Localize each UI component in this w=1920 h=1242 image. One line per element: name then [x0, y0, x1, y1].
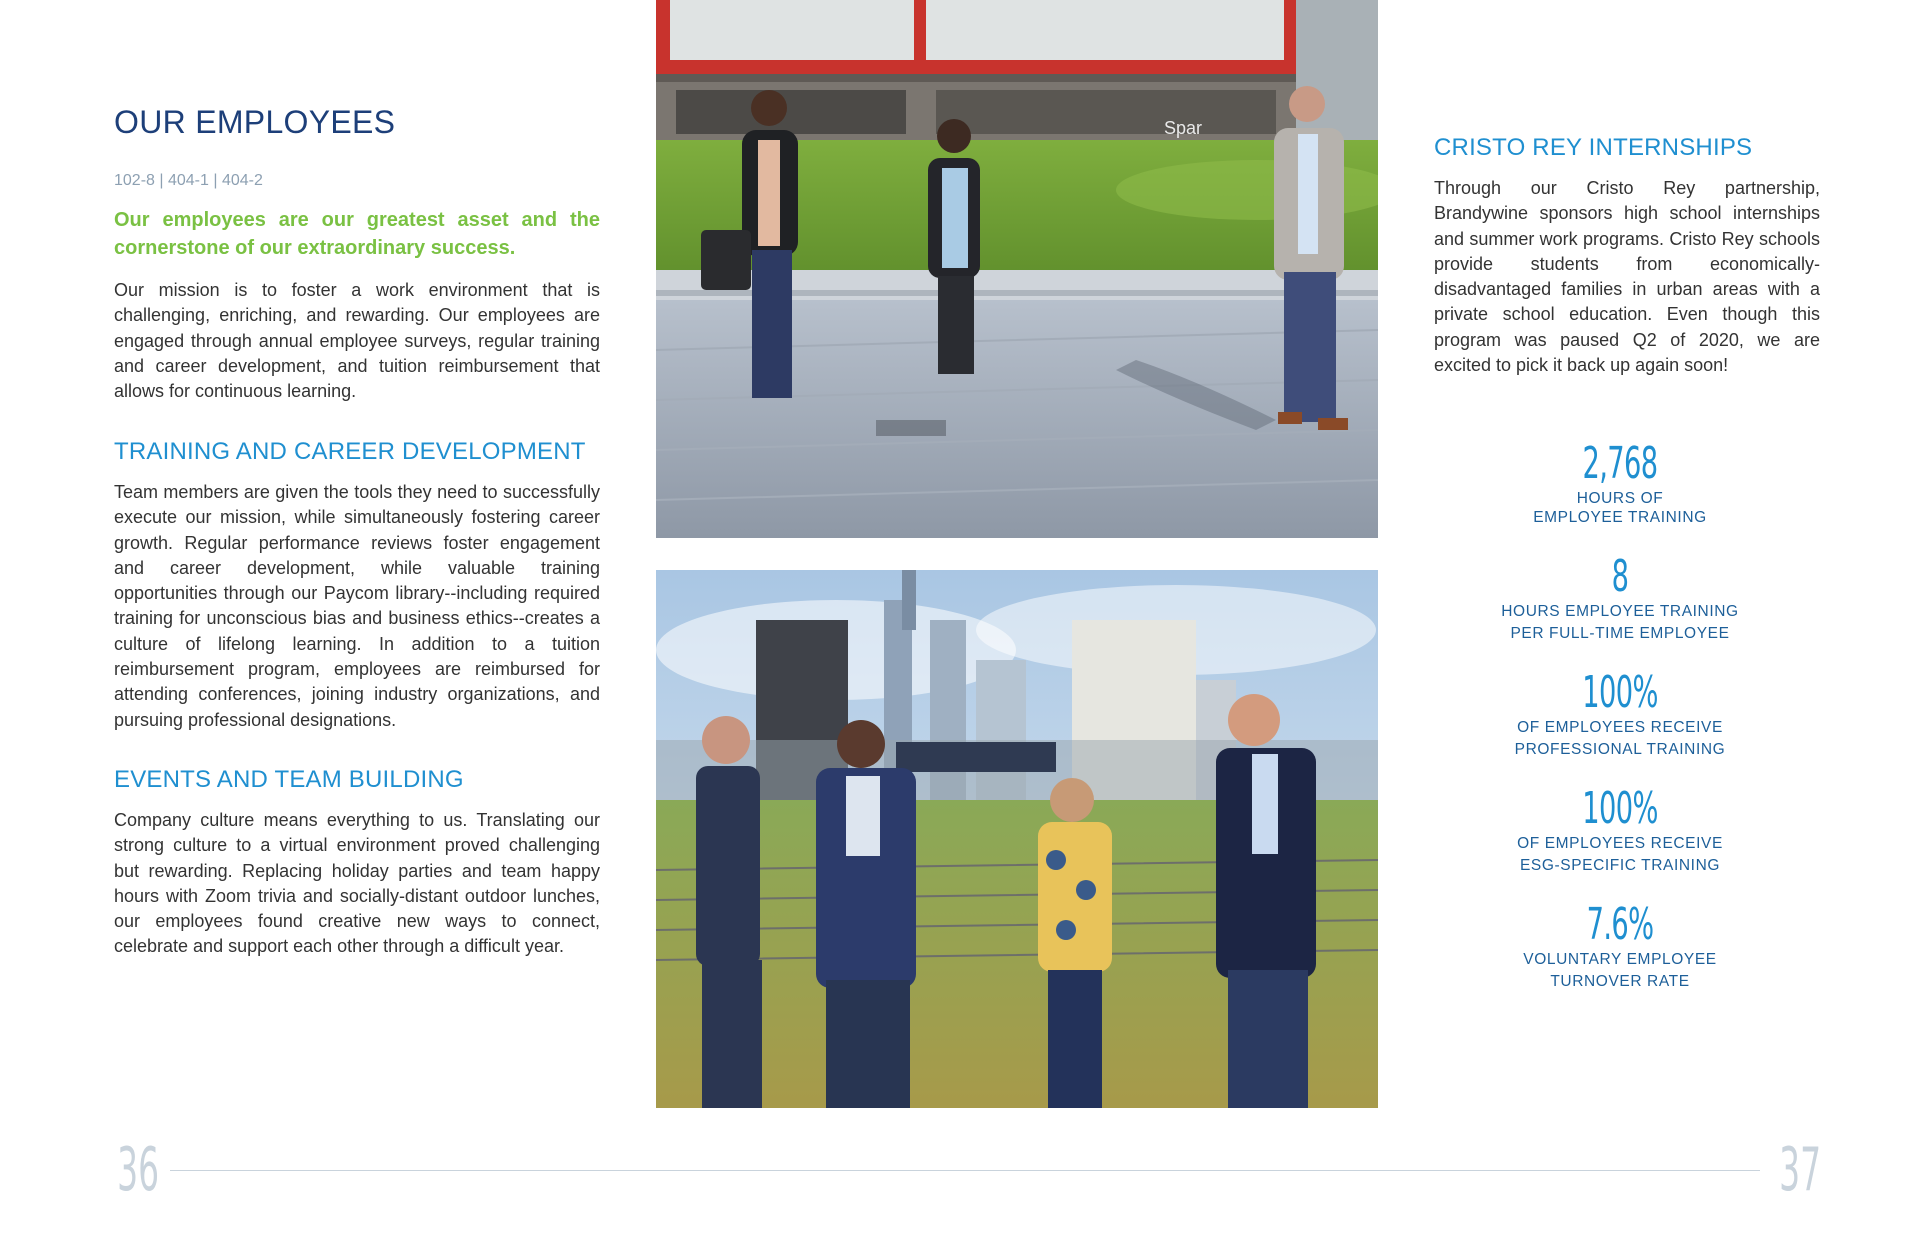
stat-label-line1: HOURS OF [1576, 490, 1664, 507]
stat-hours-per-employee [1470, 553, 1770, 645]
stat-value: 2,768 [1582, 438, 1658, 489]
page-number-left: 36 [117, 1135, 160, 1205]
lead-statement: Our employees are our greatest asset and the cornerstone of our extraordinary success. [114, 209, 600, 259]
stat-value: 8 [1611, 551, 1629, 602]
cristo-rey-heading: CRISTO REY INTERNSHIPS [1434, 134, 1753, 161]
page-title: OUR EMPLOYEES [114, 104, 396, 140]
stat-label-line1: OF EMPLOYEES RECEIVE [1517, 719, 1723, 736]
stat-turnover-rate [1470, 901, 1770, 993]
stat-label-line2: EMPLOYEE TRAINING [1533, 509, 1707, 526]
stat-professional-training [1470, 669, 1770, 761]
stat-training-hours [1470, 440, 1770, 529]
stat-value: 100% [1582, 667, 1658, 718]
cristo-rey-paragraph: Through our Cristo Rey partnership, Brandywine sponsors high school internships and summer work programs. Cristo Rey schools provide students from economically-disadvantaged families in urban areas with a private school education. Even though this program was paused Q2 of 2020, we are excited to pick it back up again soon! [1434, 178, 1820, 376]
training-heading: TRAINING AND CAREER DEVELOPMENT [114, 438, 586, 465]
stat-label-line2: ESG-SPECIFIC TRAINING [1519, 857, 1721, 874]
employees-skyline-photo [656, 570, 1378, 1108]
intro-paragraph: Our mission is to foster a work environment that is challenging, enriching, and rewarding. Our employees are engaged through annual employee surveys, regular training and career development, and tuition reimbursement that allows for continuous learning. [114, 280, 600, 402]
events-heading: EVENTS AND TEAM BUILDING [114, 766, 464, 793]
stat-label-line1: VOLUNTARY EMPLOYEE [1523, 951, 1717, 968]
events-paragraph: Company culture means everything to us. Translating our strong culture to a virtual environment proved challenging but rewarding. Replacing holiday parties and team happy hours with Zoom trivia and socially-distant outdoor lunches, our employees found creative new ways to connect, celebrate and support each other through a difficult year. [114, 810, 600, 957]
stat-label-line1: OF EMPLOYEES RECEIVE [1517, 835, 1723, 852]
stat-label-line2: TURNOVER RATE [1550, 973, 1690, 990]
page-number-right: 37 [1779, 1135, 1822, 1205]
employees-walking-image [656, 0, 1378, 538]
stat-label-line2: PER FULL-TIME EMPLOYEE [1510, 625, 1730, 642]
stat-label-line1: HOURS EMPLOYEE TRAINING [1501, 603, 1739, 620]
footer-divider [170, 1170, 1760, 1171]
stat-value: 100% [1582, 783, 1658, 834]
employees-skyline-image [656, 570, 1378, 1108]
stat-esg-training [1470, 785, 1770, 877]
gri-references: 102-8 | 404-1 | 404-2 [114, 172, 263, 189]
training-paragraph: Team members are given the tools they need to successfully execute our mission, while simultaneously fostering career growth. Regular performance reviews foster engagement and career development, while valuable training opportunities through our Paycom library--including required training for unconscious bias and business ethics--creates a culture of lifelong learning. In addition to a tuition reimbursement program, employees are reimbursed for attending conferences, joining industry organizations, and pursuing professional designations. [114, 482, 600, 730]
building-sign-text: Spar [1164, 118, 1203, 138]
stat-label-line2: PROFESSIONAL TRAINING [1514, 741, 1726, 758]
stat-value: 7.6% [1586, 899, 1654, 950]
employees-walking-photo [656, 0, 1378, 538]
